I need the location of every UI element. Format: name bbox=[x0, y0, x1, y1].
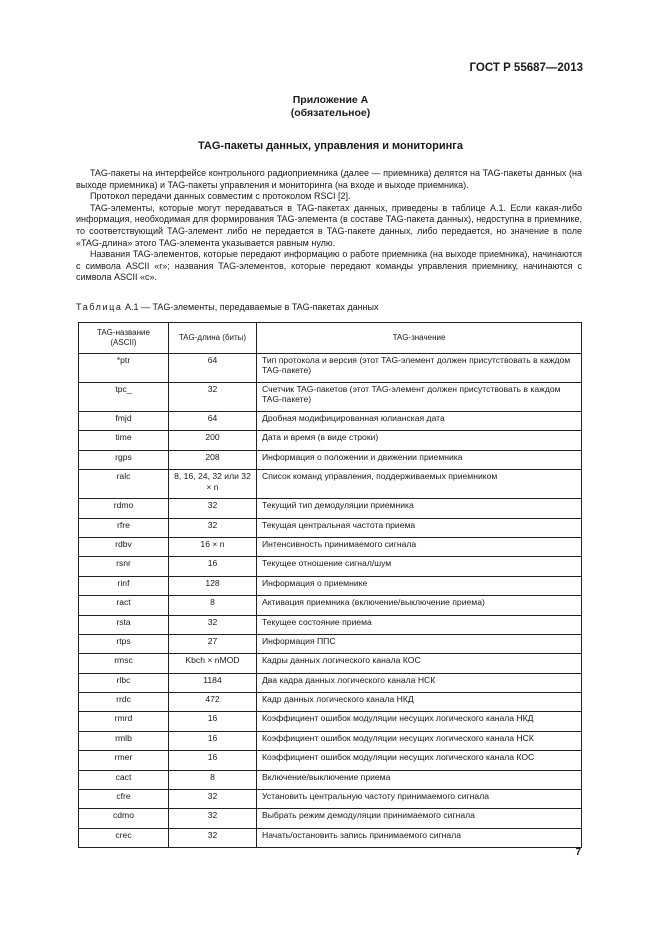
cell-tag-length: 16 bbox=[169, 751, 257, 770]
table-caption bbox=[76, 302, 379, 312]
cell-tag-value: Информация о приемнике bbox=[257, 576, 582, 595]
annex-label: Приложение А bbox=[292, 94, 369, 106]
cell-tag-value: Информация о положении и движении приемника bbox=[257, 450, 582, 469]
cell-tag-length: 16 bbox=[169, 557, 257, 576]
table-row bbox=[79, 576, 582, 595]
table-row bbox=[79, 596, 582, 615]
table-row bbox=[79, 450, 582, 469]
cell-tag-length: 64 bbox=[169, 412, 257, 431]
cell-tag-value: Начать/остановить запись принимаемого сигнала bbox=[257, 828, 582, 847]
cell-tag-value: Включение/выключение приема bbox=[257, 770, 582, 789]
cell-tag-value: Установить центральную частоту принимаемого сигнала bbox=[257, 790, 582, 809]
cell-tag-length: 472 bbox=[169, 693, 257, 712]
cell-tag-value: Коэффициент ошибок модуляции несущих логического канала КОС bbox=[257, 751, 582, 770]
cell-tag-value: Активация приемника (включение/выключение приема) bbox=[257, 596, 582, 615]
body-text bbox=[76, 168, 582, 284]
cell-tag-name: ralc bbox=[79, 470, 169, 499]
table-row bbox=[79, 518, 582, 537]
cell-tag-name: rlbc bbox=[79, 673, 169, 692]
cell-tag-length: Kbch × nMOD bbox=[169, 654, 257, 673]
cell-tag-value: Текущее состояние приема bbox=[257, 615, 582, 634]
table-row bbox=[79, 693, 582, 712]
annex-status: (обязательное) bbox=[290, 107, 371, 119]
cell-tag-length: 32 bbox=[169, 518, 257, 537]
table-body bbox=[79, 354, 582, 848]
cell-tag-name: fmjd bbox=[79, 412, 169, 431]
cell-tag-name: rdbv bbox=[79, 537, 169, 556]
table-caption-label: Таблица bbox=[76, 302, 123, 312]
cell-tag-length: 208 bbox=[169, 450, 257, 469]
cell-tag-name: rmer bbox=[79, 751, 169, 770]
cell-tag-length: 32 bbox=[169, 499, 257, 518]
table-row bbox=[79, 412, 582, 431]
cell-tag-name: ract bbox=[79, 596, 169, 615]
cell-tag-value: Выбрать режим демодуляции принимаемого сигнала bbox=[257, 809, 582, 828]
table-header-row bbox=[79, 323, 582, 354]
page-title: TAG-пакеты данных, управления и мониторинга bbox=[198, 140, 463, 152]
cell-tag-length: 64 bbox=[169, 354, 257, 383]
annex-heading bbox=[0, 94, 661, 120]
cell-tag-name: time bbox=[79, 431, 169, 450]
cell-tag-length: 8 bbox=[169, 770, 257, 789]
cell-tag-value: Тип протокола и версия (этот TAG-элемент должен присутствовать в каждом TAG-пакете) bbox=[257, 354, 582, 383]
table-row bbox=[79, 499, 582, 518]
table-row bbox=[79, 712, 582, 731]
table-row bbox=[79, 770, 582, 789]
cell-tag-value: Дата и время (в виде строки) bbox=[257, 431, 582, 450]
cell-tag-value: Текущее отношение сигнал/шум bbox=[257, 557, 582, 576]
cell-tag-length: 27 bbox=[169, 634, 257, 653]
cell-tag-name: cact bbox=[79, 770, 169, 789]
cell-tag-name: rmsc bbox=[79, 654, 169, 673]
cell-tag-name: rinf bbox=[79, 576, 169, 595]
table-caption-text: А.1 — TAG-элементы, передаваемые в TAG-пакетах данных bbox=[125, 302, 379, 312]
table-row bbox=[79, 731, 582, 750]
cell-tag-length: 32 bbox=[169, 828, 257, 847]
cell-tag-value: Коэффициент ошибок модуляции несущих логического канала НКД bbox=[257, 712, 582, 731]
table-row bbox=[79, 431, 582, 450]
tag-elements-table bbox=[78, 322, 582, 848]
table-row bbox=[79, 809, 582, 828]
table-row bbox=[79, 557, 582, 576]
cell-tag-name: rsta bbox=[79, 615, 169, 634]
table-row bbox=[79, 654, 582, 673]
paragraph: TAG-элементы, которые могут передаваться в TAG-пакетах данных, приведены в таблице А.1. Если какая-либо информация, необходимая для формирования TAG-элемента (в составе TAG-пакета данных), недоступна в приемнике, то соответствующий TAG-элемент либо не передается в TAG-пакете данных, либо передается, но значение в поле «TAG-длина» этого TAG-элемента указывается равным нулю. bbox=[76, 202, 582, 248]
cell-tag-name: rmrd bbox=[79, 712, 169, 731]
cell-tag-length: 16 bbox=[169, 731, 257, 750]
cell-tag-name: cfre bbox=[79, 790, 169, 809]
cell-tag-name: rfre bbox=[79, 518, 169, 537]
cell-tag-name: tpc_ bbox=[79, 383, 169, 412]
cell-tag-value: Два кадра данных логического канала НСК bbox=[257, 673, 582, 692]
table-row bbox=[79, 673, 582, 692]
cell-tag-length: 32 bbox=[169, 615, 257, 634]
cell-tag-length: 8, 16, 24, 32 или 32 × n bbox=[169, 470, 257, 499]
cell-tag-name: rsnr bbox=[79, 557, 169, 576]
page-number: 7 bbox=[575, 847, 581, 858]
document-code: ГОСТ Р 55687—2013 bbox=[469, 62, 583, 74]
column-header-name: TAG-название (ASCII) bbox=[79, 323, 169, 354]
cell-tag-value: Дробная модифицированная юлианская дата bbox=[257, 412, 582, 431]
cell-tag-length: 200 bbox=[169, 431, 257, 450]
table-row bbox=[79, 470, 582, 499]
cell-tag-length: 16 × n bbox=[169, 537, 257, 556]
cell-tag-value: Список команд управления, поддерживаемых приемником bbox=[257, 470, 582, 499]
table-row bbox=[79, 828, 582, 847]
cell-tag-length: 32 bbox=[169, 809, 257, 828]
cell-tag-name: rtps bbox=[79, 634, 169, 653]
cell-tag-name: rdmo bbox=[79, 499, 169, 518]
cell-tag-length: 32 bbox=[169, 383, 257, 412]
cell-tag-value: Текущий тип демодуляции приемника bbox=[257, 499, 582, 518]
cell-tag-value: Коэффициент ошибок модуляции несущих логического канала НСК bbox=[257, 731, 582, 750]
cell-tag-name: cdmo bbox=[79, 809, 169, 828]
column-header-value: TAG-значение bbox=[257, 323, 582, 354]
paragraph: Названия TAG-элементов, которые передают информацию о работе приемника (на выходе приемника), начинаются с символа ASCII «r»; названия TAG-элементов, которые передают команды управления приемнику, начинаются с символа ASCII «c». bbox=[76, 249, 582, 283]
cell-tag-name: *ptr bbox=[79, 354, 169, 383]
cell-tag-name: rmlb bbox=[79, 731, 169, 750]
table-row bbox=[79, 634, 582, 653]
cell-tag-value: Интенсивность принимаемого сигнала bbox=[257, 537, 582, 556]
table-row bbox=[79, 354, 582, 383]
cell-tag-value: Кадры данных логического канала КОС bbox=[257, 654, 582, 673]
cell-tag-value: Информация ППС bbox=[257, 634, 582, 653]
cell-tag-value: Текущая центральная частота приема bbox=[257, 518, 582, 537]
table-row bbox=[79, 615, 582, 634]
table-row bbox=[79, 383, 582, 412]
cell-tag-length: 16 bbox=[169, 712, 257, 731]
cell-tag-length: 1184 bbox=[169, 673, 257, 692]
cell-tag-name: rrdc bbox=[79, 693, 169, 712]
cell-tag-length: 128 bbox=[169, 576, 257, 595]
cell-tag-value: Счетчик TAG-пакетов (этот TAG-элемент должен присутствовать в каждом TAG-пакете) bbox=[257, 383, 582, 412]
cell-tag-length: 8 bbox=[169, 596, 257, 615]
column-header-length: TAG-длина (биты) bbox=[169, 323, 257, 354]
paragraph: Протокол передачи данных совместим с протоколом RSCI [2]. bbox=[90, 191, 351, 202]
table-row bbox=[79, 790, 582, 809]
table-row bbox=[79, 537, 582, 556]
cell-tag-name: rgps bbox=[79, 450, 169, 469]
cell-tag-name: crec bbox=[79, 828, 169, 847]
table-row bbox=[79, 751, 582, 770]
paragraph: TAG-пакеты на интерфейсе контрольного радиоприемника (далее — приемника) делятся на TAG-пакеты данных (на выходе приемника) и TAG-пакеты управления и мониторинга (на входе и выходе приемника). bbox=[76, 168, 582, 190]
cell-tag-value: Кадр данных логического канала НКД bbox=[257, 693, 582, 712]
cell-tag-length: 32 bbox=[169, 790, 257, 809]
